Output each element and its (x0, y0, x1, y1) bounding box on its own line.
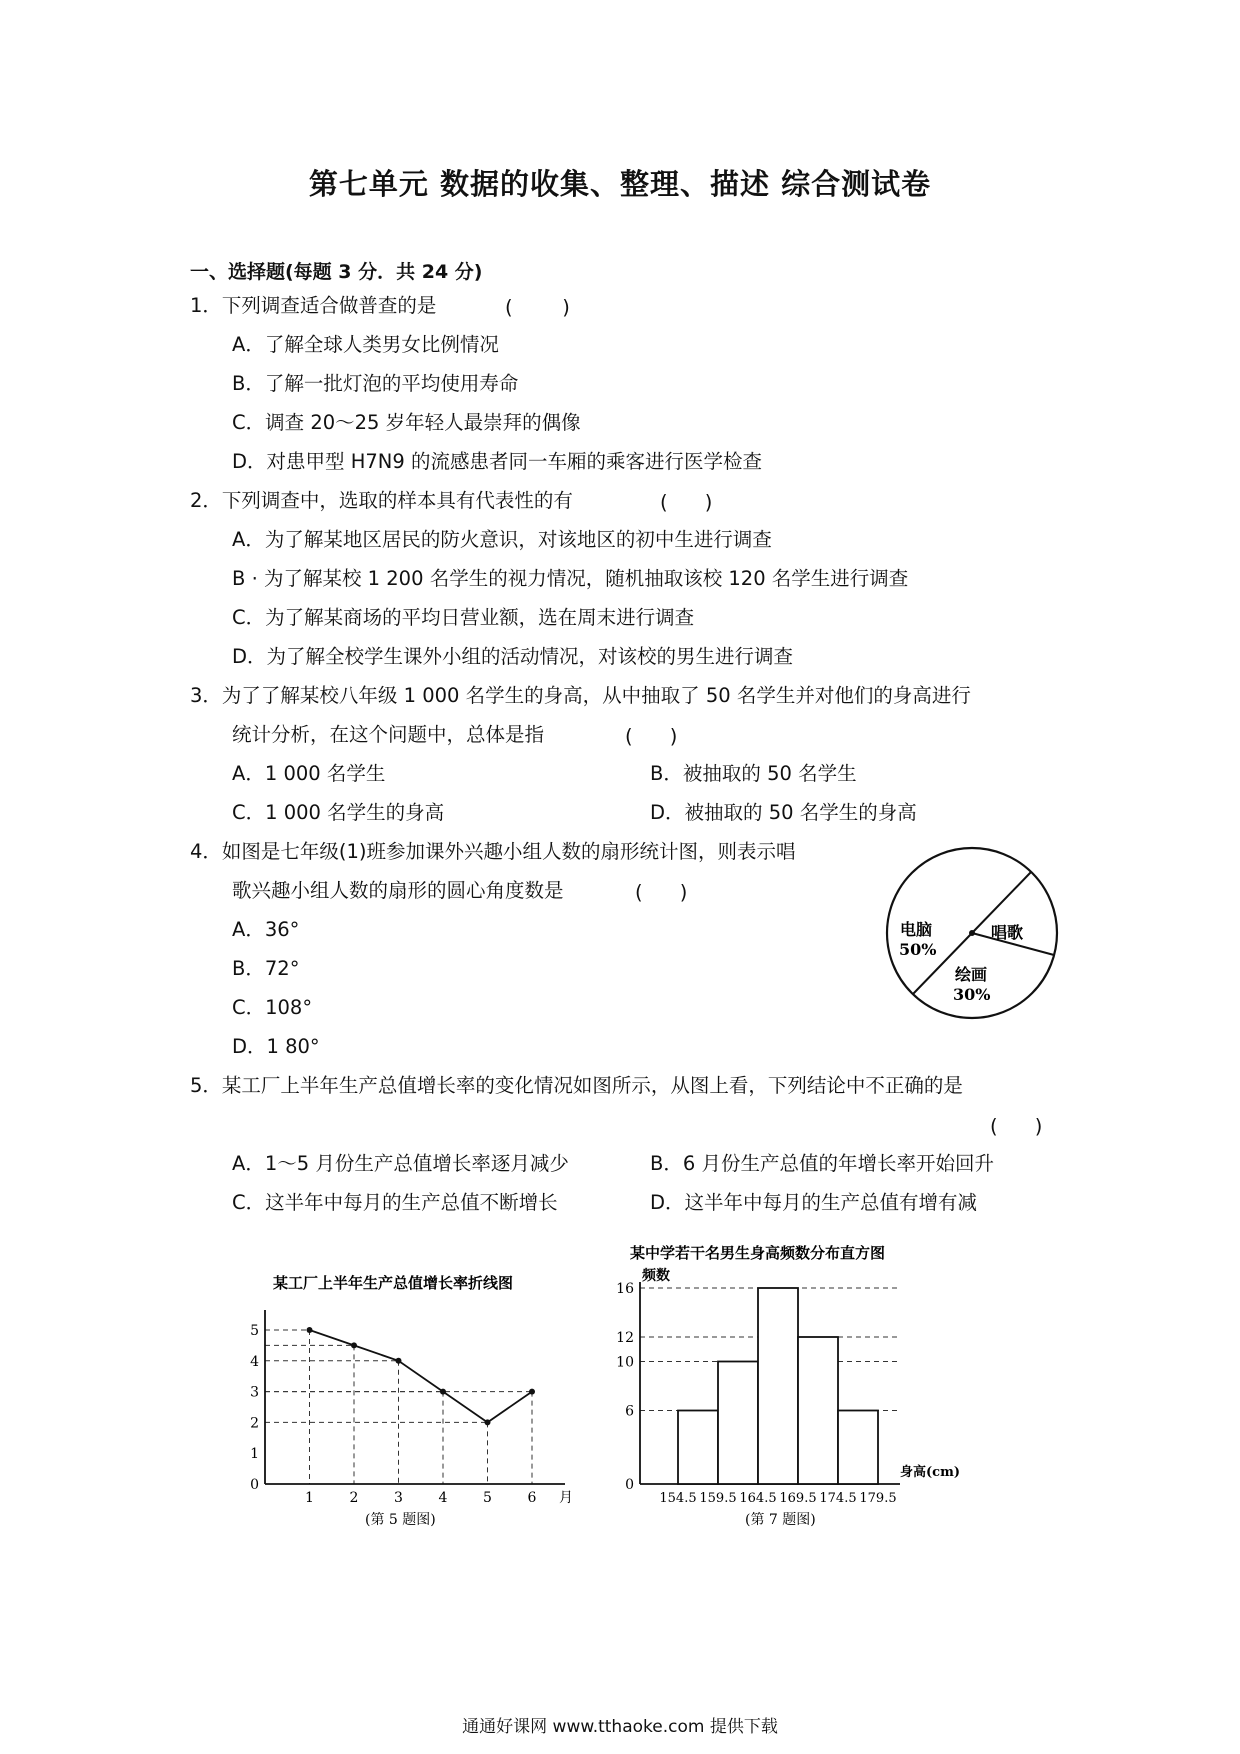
pie-center-dot (969, 930, 975, 936)
line-chart-point (485, 1419, 491, 1425)
q1-stem: 1．下列调查适合做普查的是 (190, 294, 437, 317)
q4-answer-blank: ( ) (635, 881, 688, 904)
pie-value-painting: 30% (953, 985, 991, 1004)
q3-answer-blank: ( ) (625, 725, 678, 748)
line-chart-x-tick: 2 (349, 1490, 359, 1506)
q4-option-d: D．1 80° (232, 1035, 320, 1058)
histogram-y-tick: 12 (616, 1330, 634, 1346)
q5-option-c: C．这半年中每月的生产总值不断增长 (232, 1191, 558, 1214)
histogram-title: 某中学若干名男生身高频数分布直方图 (630, 1244, 886, 1262)
histogram-y-tick: 16 (616, 1281, 634, 1297)
q1-option-c: C．调查 20～25 岁年轻人最崇拜的偶像 (232, 411, 581, 434)
pie-chart (877, 838, 1067, 1028)
q4-stem-line2: 歌兴趣小组人数的扇形的圆心角度数是 (232, 879, 564, 902)
histogram-bar (758, 1288, 798, 1484)
histogram-bar (678, 1411, 718, 1485)
line-chart-x-tick: 3 (394, 1490, 403, 1506)
histogram-x-tick: 174.5 (819, 1491, 857, 1506)
line-chart-y-tick: 5 (250, 1323, 259, 1339)
line-chart (235, 1262, 575, 1532)
histogram-y-tick: 10 (616, 1354, 634, 1371)
q1-option-b: B．了解一批灯泡的平均使用寿命 (232, 372, 519, 395)
pie-label-painting: 绘画 (955, 965, 988, 984)
histogram-y-tick: 0 (625, 1477, 634, 1493)
histogram-bar (838, 1411, 878, 1485)
line-chart-x-label: 月 (559, 1490, 573, 1506)
histogram-x-tick: 179.5 (859, 1491, 897, 1506)
q3-stem-line1: 3．为了了解某校八年级 1 000 名学生的身高，从中抽取了 50 名学生并对他们的身高进行 (190, 684, 971, 707)
q4-stem-line1: 4．如图是七年级(1)班参加课外兴趣小组人数的扇形统计图，则表示唱 (190, 840, 796, 863)
line-chart-point (396, 1358, 402, 1364)
footer-source: 通通好课网 www.tthaoke.com 提供下载 (462, 1717, 778, 1737)
q2-option-a: A．为了解某地区居民的防火意识，对该地区的初中生进行调查 (232, 528, 772, 551)
section-heading: 一、选择题(每题 3 分．共 24 分) (190, 261, 483, 283)
line-chart-caption: (第 5 题图) (365, 1512, 436, 1528)
q5-option-d: D．这半年中每月的生产总值有增有减 (650, 1191, 978, 1214)
q2-answer-blank: ( ) (660, 491, 713, 514)
line-chart-series-line (310, 1330, 533, 1422)
line-chart-y-tick: 1 (250, 1446, 259, 1463)
line-chart-point (440, 1389, 446, 1395)
q3-stem-line2: 统计分析，在这个问题中，总体是指 (232, 723, 545, 746)
q1-answer-blank: ( ) (505, 296, 570, 319)
histogram-y-tick: 6 (625, 1403, 634, 1420)
histogram-x-tick: 164.5 (739, 1491, 777, 1506)
q3-option-a: A．1 000 名学生 (232, 762, 386, 785)
line-chart-point (529, 1389, 535, 1395)
histogram-chart (600, 1232, 980, 1532)
page-title: 第七单元 数据的收集、整理、描述 综合测试卷 (308, 167, 932, 201)
histogram-x-tick: 169.5 (779, 1491, 817, 1506)
line-chart-y-tick: 3 (250, 1384, 259, 1401)
line-chart-x-tick: 5 (483, 1490, 492, 1506)
histogram-x-tick: 159.5 (699, 1491, 737, 1506)
line-chart-y-tick: 2 (250, 1415, 259, 1432)
histogram-y-label: 频数 (642, 1268, 670, 1284)
pie-value-computer: 50% (899, 940, 937, 959)
q4-option-c: C．108° (232, 996, 313, 1019)
pie-label-singing: 唱歌 (991, 923, 1024, 942)
histogram-x-tick: 154.5 (659, 1491, 697, 1506)
q1-option-d: D．对患甲型 H7N9 的流感患者同一车厢的乘客进行医学检查 (232, 450, 762, 473)
q5-stem: 5．某工厂上半年生产总值增长率的变化情况如图所示，从图上看，下列结论中不正确的是 (190, 1074, 963, 1097)
q3-option-b: B．被抽取的 50 名学生 (650, 762, 857, 785)
histogram-bar (798, 1337, 838, 1484)
q2-stem: 2．下列调查中，选取的样本具有代表性的有 (190, 489, 573, 512)
q3-option-c: C．1 000 名学生的身高 (232, 801, 445, 824)
q2-option-d: D．为了解全校学生课外小组的活动情况，对该校的男生进行调查 (232, 645, 794, 668)
q5-option-a: A．1～5 月份生产总值增长率逐月减少 (232, 1152, 569, 1175)
line-chart-point (307, 1327, 313, 1333)
q2-option-c: C．为了解某商场的平均日营业额，选在周末进行调查 (232, 606, 695, 629)
histogram-bar (718, 1362, 758, 1485)
line-chart-x-tick: 1 (305, 1490, 314, 1506)
pie-label-computer: 电脑 (900, 920, 933, 939)
q3-option-d: D．被抽取的 50 名学生的身高 (650, 801, 917, 824)
q5-option-b: B．6 月份生产总值的年增长率开始回升 (650, 1152, 994, 1175)
histogram-x-label: 身高(cm) (900, 1465, 960, 1480)
q4-option-a: A．36° (232, 918, 300, 941)
line-chart-y-tick: 0 (250, 1477, 259, 1493)
q1-option-a: A．了解全球人类男女比例情况 (232, 333, 499, 356)
line-chart-x-tick: 4 (438, 1490, 448, 1506)
histogram-caption: (第 7 题图) (745, 1512, 816, 1528)
q2-option-b: B · 为了解某校 1 200 名学生的视力情况，随机抽取该校 120 名学生进行调查 (232, 567, 909, 590)
q4-option-b: B．72° (232, 957, 300, 980)
q5-answer-blank: ( ) (990, 1115, 1043, 1138)
line-chart-x-tick: 6 (527, 1490, 537, 1506)
line-chart-point (351, 1342, 357, 1348)
line-chart-y-tick: 4 (250, 1353, 259, 1370)
line-chart-title: 某工厂上半年生产总值增长率折线图 (273, 1274, 514, 1292)
